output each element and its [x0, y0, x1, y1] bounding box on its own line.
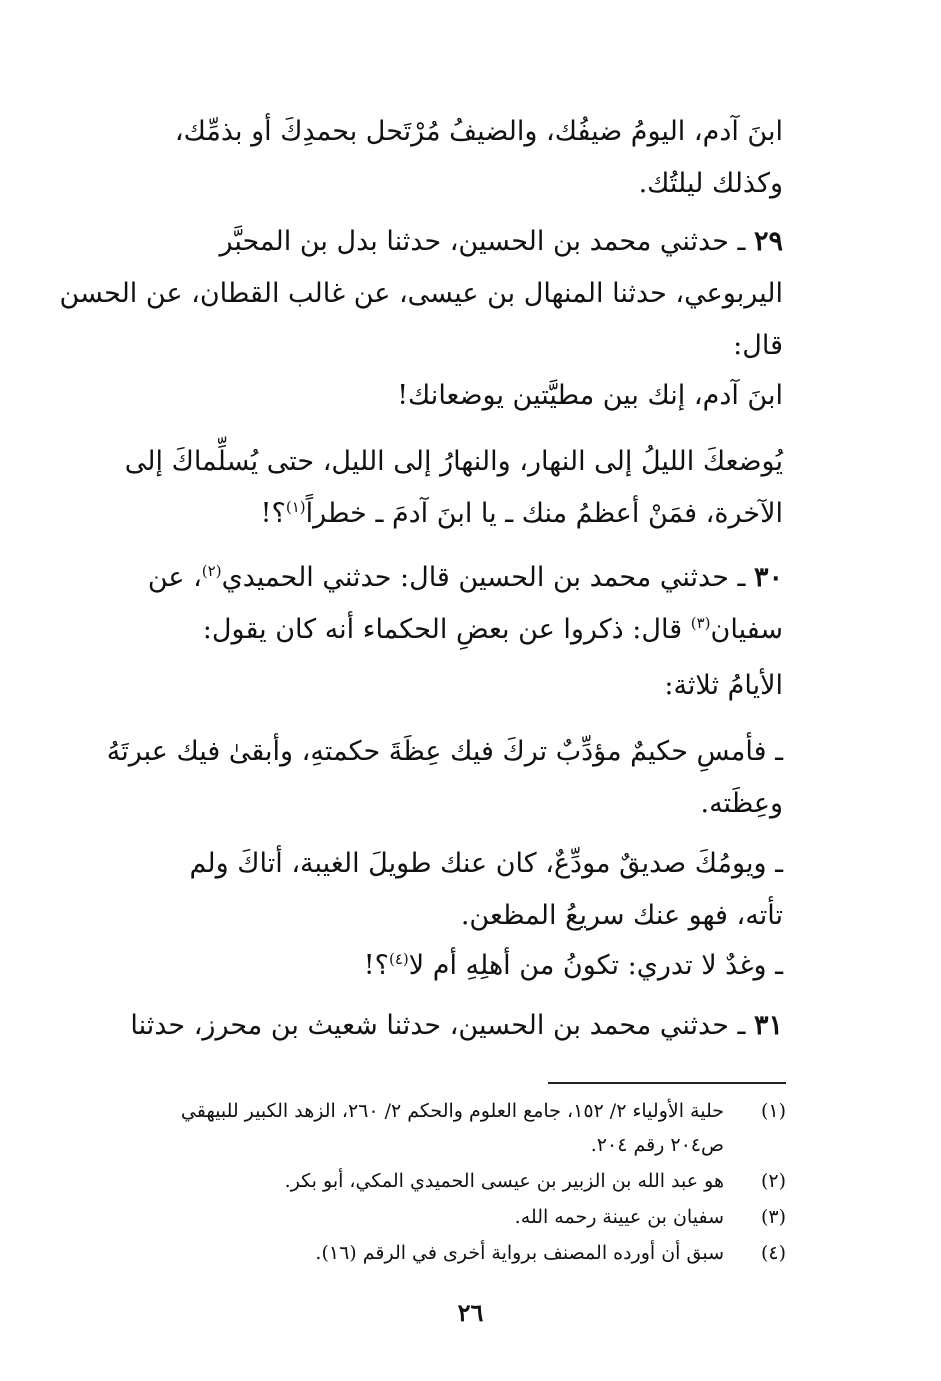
text-line [88, 940, 783, 992]
text-run: ؟! [260, 498, 286, 529]
text-line: يُوضعكَ الليلُ إلى النهار، والنهارُ إلى الليل، حتى يُسلِّماكَ إلى [124, 446, 783, 477]
text-line: اليربوعي، حدثنا المنهال بن عيسى، عن غالب القطان، عن الحسن [59, 278, 783, 309]
footnote-2 [86, 1164, 786, 1198]
text-run: ـ حدثني محمد بن الحسين قال: حدثني الحميدي [221, 562, 746, 593]
paragraph-8 [88, 838, 783, 942]
paragraph-1 [88, 106, 783, 210]
hadith-number: ٢٩ [753, 226, 783, 257]
footnote-ref[interactable]: (٢) [201, 562, 222, 580]
paragraph-3 [88, 370, 783, 422]
text-line [88, 216, 783, 268]
footnote-mark: (٢) [760, 1170, 786, 1192]
footnote-mark: (٤) [760, 1242, 786, 1264]
text-line: وكذلك ليلتُك. [638, 168, 783, 199]
footnote-1 [86, 1094, 786, 1162]
hadith-number: ٣١ [753, 1010, 783, 1041]
text-line [88, 604, 783, 656]
footnote-text [86, 1200, 724, 1234]
paragraph-hadith-31 [88, 1000, 783, 1052]
paragraph-6 [88, 660, 783, 712]
footnote-mark: (١) [760, 1100, 786, 1122]
footnote-text [86, 1094, 724, 1162]
text-line: سفيان بن عيينة رحمه الله. [514, 1206, 724, 1228]
text-line [88, 488, 783, 540]
text-line: قال: [733, 330, 783, 361]
paragraph-7 [88, 726, 783, 830]
paragraph-9 [88, 940, 783, 992]
text-run: سفيان [710, 614, 783, 645]
text-line: حلية الأولياء ٢/ ١٥٢، جامع العلوم والحكم ٢/ ٢٦٠، الزهد الكبير للبيهقي [180, 1100, 724, 1122]
paragraph-hadith-29 [59, 216, 783, 372]
text-run: ـ حدثني محمد بن الحسين، حدثنا شعيث بن محرز، حدثنا [130, 1010, 746, 1041]
footnote-ref[interactable]: (١) [285, 498, 306, 516]
footnote-4 [86, 1236, 786, 1270]
text-line: تأته، فهو عنك سريعُ المظعن. [460, 900, 783, 931]
text-line: الأيامُ ثلاثة: [664, 670, 783, 701]
text-line: ص٢٠٤ رقم ٢٠٤. [590, 1134, 724, 1156]
text-line: سبق أن أورده المصنف برواية أخرى في الرقم (١٦). [315, 1242, 724, 1264]
page-number: ٢٦ [457, 1298, 484, 1327]
text-run: قال: ذكروا عن بعضِ الحكماء أنه كان يقول: [202, 614, 691, 645]
footnote-ref[interactable]: (٣) [690, 614, 711, 632]
footnote-ref[interactable]: (٤) [388, 950, 409, 968]
text-run: الآخرة، فمَنْ أعظمُ منك ـ يا ابنَ آدمَ ـ خطراً [305, 498, 783, 529]
text-line: ابنَ آدم، اليومُ ضيفُك، والضيفُ مُرْتَحل بحمدِكَ أو بذمِّك، [174, 116, 783, 147]
text-run: ؟! [363, 950, 389, 981]
footnote-text [86, 1236, 724, 1270]
footnote-mark: (٣) [760, 1206, 786, 1228]
text-line [88, 1000, 783, 1052]
text-line: ـ ويومُكَ صديقٌ مودِّعٌ، كان عنك طويلَ الغيبة، أتاكَ ولم [189, 848, 783, 879]
text-line: هو عبد الله بن الزبير بن عيسى الحميدي المكي، أبو بكر. [284, 1170, 724, 1192]
footnote-separator [548, 1082, 786, 1084]
text-line [88, 552, 783, 604]
text-line: ـ فأمسِ حكيمٌ مؤدِّبٌ تركَ فيك عِظَةَ حكمتهِ، وأبقىٰ فيك عبرتَهُ [106, 736, 783, 767]
paragraph-hadith-30 [88, 552, 783, 656]
text-run: ـ وغدٌ لا تدري: تكونُ من أهلِهِ أم لا [408, 950, 783, 981]
text-line: ابنَ آدم، إنك بين مطيَّتين يوضعانك! [397, 380, 783, 411]
footnote-text [86, 1164, 724, 1198]
footnote-3 [86, 1200, 786, 1234]
text-run: ، عن [147, 562, 202, 593]
text-line: وعِظَته. [700, 788, 783, 819]
paragraph-4 [88, 436, 783, 540]
hadith-number: ٣٠ [753, 562, 783, 593]
text-run: ـ حدثني محمد بن الحسين، حدثنا بدل بن المحبَّر [219, 226, 746, 257]
